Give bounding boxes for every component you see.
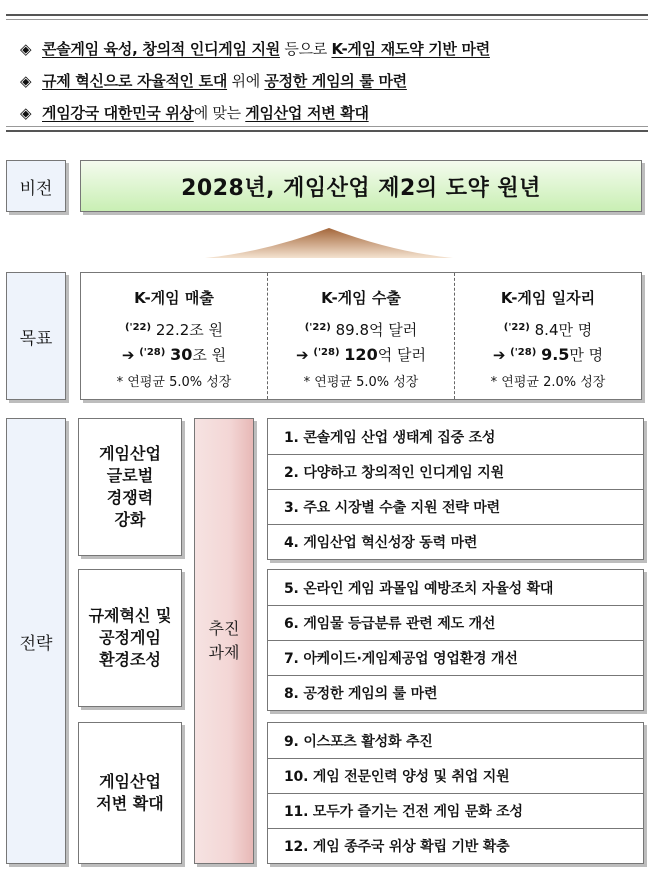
goal-target: ➔ $^{('28)}$ 9.5만 명 <box>492 345 604 364</box>
vision-label: 비전 <box>6 160 66 212</box>
goal-title: K-게임 일자리 <box>500 289 596 307</box>
goal-target: ➔ $^{('28)}$ 120억 달러 <box>296 345 426 364</box>
task-item: 11. 모두가 즐기는 건전 게임 문화 조성 <box>268 793 643 828</box>
strategy-label: 전략 <box>6 418 66 864</box>
goal-export <box>267 273 454 399</box>
strategy-group-1: 게임산업 글로벌 경쟁력 강화 <box>78 418 182 556</box>
task-item: 9. 이스포츠 활성화 추진 <box>284 733 433 750</box>
right-arrow-icon: ➔ <box>121 346 135 364</box>
goals-label: 목표 <box>6 272 66 400</box>
task-item: 2. 다양하고 창의적인 인디게임 지원 <box>268 454 643 489</box>
task-item: 5. 온라인 게임 과몰입 예방조치 자율성 확대 <box>284 580 554 597</box>
goal-baseline: $^{('22)}$ 8.4만 명 <box>503 321 593 339</box>
right-arrow-icon: ➔ <box>296 346 309 364</box>
task-item: 12. 게임 종주국 위상 확립 기반 확충 <box>268 828 643 863</box>
task-item: 4. 게임산업 혁신성장 동력 마련 <box>268 524 643 559</box>
diamond-bullet-icon: ◈ <box>20 104 32 122</box>
strategy-group-2: 규제혁신 및 공정게임 환경조성 <box>78 569 182 707</box>
diamond-bullet-icon: ◈ <box>20 40 32 58</box>
diamond-bullet-icon: ◈ <box>20 72 32 90</box>
right-arrow-icon: ➔ <box>492 346 506 364</box>
summary-line-3: ◈ 게임강국 대한민국 위상에 맞는 게임산업 저변 확대 <box>20 104 369 122</box>
task-header: 추진 과제 <box>194 418 254 864</box>
task-item: 8. 공정한 게임의 룰 마련 <box>268 675 643 710</box>
goal-revenue <box>81 273 267 399</box>
task-item: 10. 게임 전문인력 양성 및 취업 지원 <box>268 758 643 793</box>
goal-growth: * 연평균 5.0% 성장 <box>303 375 419 390</box>
task-group-3 <box>267 722 644 864</box>
summary-line-2: ◈ 규제 혁신으로 자율적인 토대 위에 공정한 게임의 룰 마련 <box>20 72 407 90</box>
goal-title: K-게임 수출 <box>321 289 401 307</box>
task-group-2 <box>267 569 644 711</box>
goal-title: K-게임 매출 <box>134 289 214 307</box>
task-item: 3. 주요 시장별 수출 지원 전략 마련 <box>268 489 643 524</box>
summary-line-1: ◈ 콘솔게임 육성, 창의적 인디게임 지원 등으로 K-게임 재도약 기반 마련 <box>20 40 490 58</box>
up-arrow-icon <box>205 226 453 260</box>
goal-baseline: $^{('22)}$ 22.2조 원 <box>124 321 224 339</box>
goals-box <box>80 272 642 400</box>
task-item: 7. 아케이드·게임제공업 영업환경 개선 <box>268 640 643 675</box>
summary-box <box>6 14 648 132</box>
goal-jobs <box>454 273 641 399</box>
vision-title: 2028년, 게임산업 제2의 도약 원년 <box>80 160 642 212</box>
task-item: 6. 게임물 등급분류 관련 제도 개선 <box>268 605 643 640</box>
goal-growth: * 연평균 2.0% 성장 <box>490 375 606 390</box>
goal-baseline: $^{('22)}$ 89.8억 달러 <box>304 321 418 339</box>
task-item: 1. 콘솔게임 산업 생태계 집중 조성 <box>284 429 496 446</box>
goal-growth: * 연평균 5.0% 성장 <box>116 375 232 390</box>
task-group-1 <box>267 418 644 560</box>
goal-target: ➔ $^{('28)}$ 30조 원 <box>121 345 227 364</box>
strategy-group-3: 게임산업 저변 확대 <box>78 722 182 864</box>
